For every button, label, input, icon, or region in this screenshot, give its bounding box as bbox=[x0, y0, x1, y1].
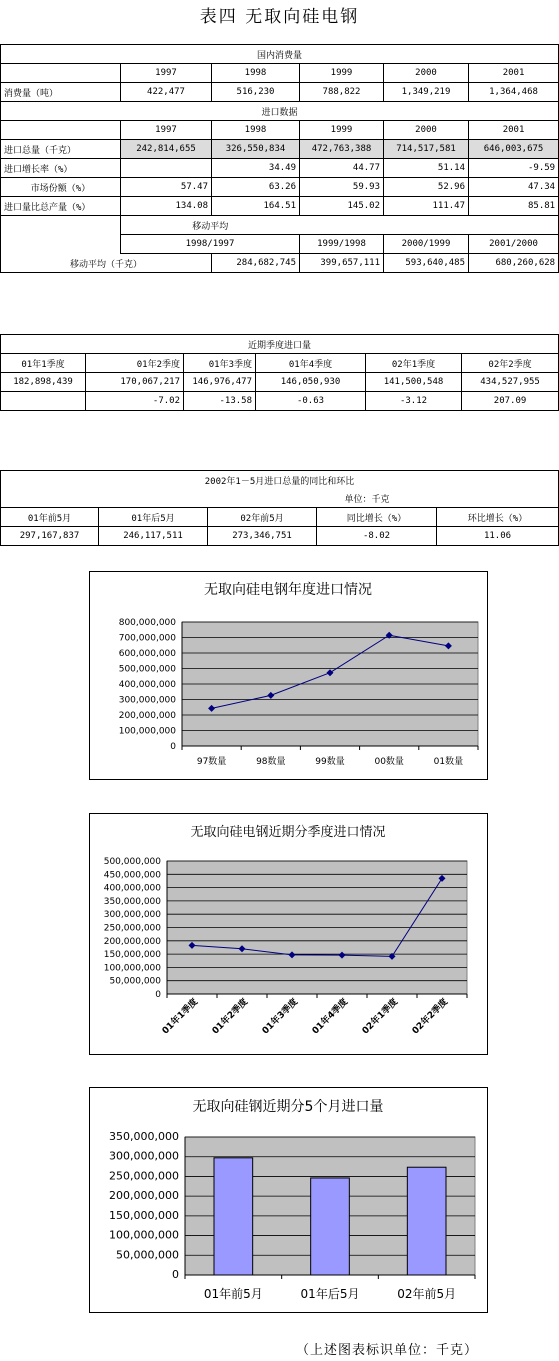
chart-title: 无取向硅电钢年度进口情况 bbox=[204, 582, 372, 598]
value-cell: 47.34 bbox=[469, 178, 559, 197]
value-cell: 422,477 bbox=[121, 83, 212, 102]
table-row bbox=[1, 373, 559, 392]
value-cell: 434,527,955 bbox=[462, 373, 559, 392]
year-cell: 2001 bbox=[469, 64, 559, 83]
x-tick-label: 01年1季度 bbox=[160, 997, 201, 1037]
y-tick-label: 250,000,000 bbox=[109, 1169, 179, 1183]
value-cell: 680,260,628 bbox=[469, 254, 559, 273]
quarterly-import-header: 近期季度进口量 bbox=[1, 335, 559, 354]
value-cell: 52.96 bbox=[384, 178, 469, 197]
quarter-cell: 01年4季度 bbox=[256, 354, 366, 373]
y-tick-label: 700,000,000 bbox=[118, 633, 176, 644]
document-title: 表四 无取向硅电钢 bbox=[199, 7, 360, 27]
table-row bbox=[1, 64, 559, 83]
y-tick-label: 600,000,000 bbox=[118, 649, 176, 659]
table-row bbox=[1, 83, 559, 102]
y-tick-label: 100,000,000 bbox=[109, 1228, 179, 1242]
y-tick-label: 200,000,000 bbox=[103, 936, 161, 947]
y-tick-label: 200,000,000 bbox=[118, 711, 176, 721]
table-row bbox=[1, 235, 559, 254]
value-cell: 246,117,511 bbox=[99, 527, 208, 546]
quarterly-import-chart bbox=[89, 813, 488, 1055]
y-tick-label: 300,000,000 bbox=[103, 910, 161, 921]
y-tick-label: 350,000,000 bbox=[109, 1130, 179, 1143]
period-cell: 2000/1999 bbox=[384, 235, 469, 254]
x-tick-label: 00数量 bbox=[374, 757, 404, 767]
x-tick-label: 01数量 bbox=[433, 757, 464, 767]
chart-title: 无取向硅钢近期分5个月进口量 bbox=[192, 1099, 384, 1115]
footnote: （上述图表标识单位：千克） bbox=[296, 1343, 479, 1358]
column-header: 01年后5月 bbox=[99, 508, 208, 527]
quarter-cell: 02年1季度 bbox=[366, 354, 462, 373]
y-tick-label: 50,000,000 bbox=[116, 1248, 179, 1262]
bar bbox=[407, 1167, 446, 1275]
change-cell: -3.12 bbox=[366, 392, 462, 411]
value-cell: 593,640,485 bbox=[384, 254, 469, 273]
y-tick-label: 250,000,000 bbox=[103, 923, 161, 934]
y-tick-label: 100,000,000 bbox=[103, 963, 161, 974]
value-cell: 164.51 bbox=[212, 197, 300, 216]
y-tick-label: 0 bbox=[172, 1268, 179, 1281]
y-tick-label: 200,000,000 bbox=[109, 1189, 179, 1203]
period-cell: 1998/1997 bbox=[121, 235, 300, 254]
unit-label: 单位：千克 bbox=[317, 489, 559, 508]
value-cell: 141,500,548 bbox=[366, 373, 462, 392]
value-cell: 273,346,751 bbox=[208, 527, 317, 546]
value-cell: 170,067,217 bbox=[86, 373, 184, 392]
quarter-cell: 01年1季度 bbox=[1, 354, 86, 373]
value-cell: 145.02 bbox=[300, 197, 384, 216]
year-cell: 2001 bbox=[469, 121, 559, 140]
y-tick-label: 500,000,000 bbox=[118, 664, 176, 675]
y-tick-label: 300,000,000 bbox=[118, 695, 176, 706]
x-tick-label: 01年2季度 bbox=[210, 997, 251, 1037]
table-row bbox=[1, 354, 559, 373]
year-cell: 1998 bbox=[212, 64, 300, 83]
value-cell: 788,822 bbox=[300, 83, 384, 102]
table-row bbox=[1, 254, 559, 273]
year-cell: 2000 bbox=[384, 121, 469, 140]
y-tick-label: 400,000,000 bbox=[118, 680, 176, 690]
x-tick-label: 97数量 bbox=[196, 757, 227, 767]
y-tick-label: 800,000,000 bbox=[118, 618, 176, 628]
period-cell: 1999/1998 bbox=[300, 235, 384, 254]
x-tick-label: 01年3季度 bbox=[260, 997, 301, 1037]
x-tick-label: 01年前5月 bbox=[203, 1287, 263, 1301]
column-header: 01年前5月 bbox=[1, 508, 99, 527]
y-tick-label: 500,000,000 bbox=[103, 857, 161, 867]
row-label: 进口量比总产量（%） bbox=[1, 197, 121, 216]
five-month-import-chart-svg bbox=[90, 1088, 487, 1312]
value-cell: 326,550,834 bbox=[212, 140, 300, 159]
year-cell: 1998 bbox=[212, 121, 300, 140]
x-tick-label: 02年2季度 bbox=[410, 997, 451, 1037]
value-cell: 646,003,675 bbox=[469, 140, 559, 159]
quarter-cell: 02年2季度 bbox=[462, 354, 559, 373]
change-cell: -0.63 bbox=[256, 392, 366, 411]
column-header: 同比增长（%） bbox=[317, 508, 437, 527]
y-tick-label: 300,000,000 bbox=[109, 1149, 179, 1163]
year-cell: 1999 bbox=[300, 121, 384, 140]
y-tick-label: 0 bbox=[170, 742, 176, 752]
value-cell: 284,682,745 bbox=[212, 254, 300, 273]
value-cell: 57.47 bbox=[121, 178, 212, 197]
value-cell: 399,657,111 bbox=[300, 254, 384, 273]
row-label: 进口增长率（%） bbox=[1, 159, 121, 178]
value-cell: 146,050,930 bbox=[256, 373, 366, 392]
y-tick-label: 350,000,000 bbox=[103, 896, 161, 907]
value-cell: 34.49 bbox=[212, 159, 300, 178]
change-cell: -7.02 bbox=[86, 392, 184, 411]
value-cell: 1,349,219 bbox=[384, 83, 469, 102]
annual-import-chart-svg bbox=[90, 572, 487, 779]
column-header: 环比增长（%） bbox=[437, 508, 559, 527]
change-cell: 207.09 bbox=[462, 392, 559, 411]
change-cell bbox=[1, 392, 86, 411]
table-row bbox=[1, 140, 559, 159]
import-data-header: 进口数据 bbox=[1, 102, 559, 121]
x-tick-label: 01年4季度 bbox=[310, 997, 351, 1037]
year-cell: 1999 bbox=[300, 64, 384, 83]
value-cell: 63.26 bbox=[212, 178, 300, 197]
year-cell: 2000 bbox=[384, 64, 469, 83]
period-cell: 2001/2000 bbox=[469, 235, 559, 254]
value-cell: 11.06 bbox=[437, 527, 559, 546]
value-cell bbox=[121, 159, 212, 178]
value-cell: -9.59 bbox=[469, 159, 559, 178]
x-tick-label: 98数量 bbox=[256, 757, 286, 767]
change-cell: -13.58 bbox=[184, 392, 256, 411]
value-cell: 297,167,837 bbox=[1, 527, 99, 546]
table-row bbox=[1, 527, 559, 546]
y-tick-label: 450,000,000 bbox=[103, 870, 161, 881]
table-row bbox=[1, 159, 559, 178]
value-cell: 111.47 bbox=[384, 197, 469, 216]
comparison-header: 2002年1－5月进口总量的同比和环比 bbox=[1, 471, 559, 490]
domestic-consumption-header: 国内消费量 bbox=[1, 45, 559, 64]
y-tick-label: 50,000,000 bbox=[109, 976, 161, 987]
value-cell: 516,230 bbox=[212, 83, 300, 102]
column-header: 02年前5月 bbox=[208, 508, 317, 527]
y-tick-label: 150,000,000 bbox=[109, 1208, 179, 1222]
value-cell: 44.77 bbox=[300, 159, 384, 178]
value-cell: 134.08 bbox=[121, 197, 212, 216]
annual-import-chart bbox=[89, 571, 488, 780]
value-cell: 472,763,388 bbox=[300, 140, 384, 159]
row-label: 市场份额（%） bbox=[1, 178, 121, 197]
y-tick-label: 0 bbox=[155, 990, 161, 1000]
value-cell: -8.02 bbox=[317, 527, 437, 546]
table-row bbox=[1, 197, 559, 216]
chart-title: 无取向硅电钢近期分季度进口情况 bbox=[190, 825, 386, 840]
quarterly-import-chart-svg bbox=[90, 814, 487, 1054]
quarter-cell: 01年2季度 bbox=[86, 354, 184, 373]
x-tick-label: 02年前5月 bbox=[397, 1287, 457, 1301]
value-cell: 85.81 bbox=[469, 197, 559, 216]
y-tick-label: 400,000,000 bbox=[103, 883, 161, 894]
table-row bbox=[1, 392, 559, 411]
y-tick-label: 150,000,000 bbox=[103, 950, 161, 961]
year-cell: 1997 bbox=[121, 121, 212, 140]
y-tick-label: 100,000,000 bbox=[118, 726, 176, 737]
row-label: 进口总量（千克） bbox=[1, 140, 121, 159]
quarterly-import-table bbox=[0, 334, 559, 411]
annual-data-table bbox=[0, 44, 559, 273]
value-cell: 146,976,477 bbox=[184, 373, 256, 392]
five-month-import-chart bbox=[89, 1087, 488, 1313]
value-cell: 1,364,468 bbox=[469, 83, 559, 102]
moving-average-header: 移动平均 bbox=[121, 216, 300, 235]
x-tick-label: 99数量 bbox=[315, 757, 345, 767]
value-cell: 51.14 bbox=[384, 159, 469, 178]
x-tick-label: 01年后5月 bbox=[300, 1287, 360, 1301]
quarter-cell: 01年3季度 bbox=[184, 354, 256, 373]
value-cell: 714,517,581 bbox=[384, 140, 469, 159]
value-cell: 182,898,439 bbox=[1, 373, 86, 392]
table-row bbox=[1, 508, 559, 527]
table-row bbox=[1, 121, 559, 140]
bar bbox=[214, 1158, 253, 1275]
five-month-comparison-table bbox=[0, 470, 559, 546]
bar bbox=[311, 1178, 350, 1275]
x-tick-label: 02年1季度 bbox=[360, 997, 401, 1037]
row-label: 移动平均（千克） bbox=[1, 254, 212, 273]
value-cell: 59.93 bbox=[300, 178, 384, 197]
year-cell: 1997 bbox=[121, 64, 212, 83]
row-label: 消费量（吨） bbox=[1, 83, 121, 102]
table-row bbox=[1, 178, 559, 197]
value-cell: 242,814,655 bbox=[121, 140, 212, 159]
